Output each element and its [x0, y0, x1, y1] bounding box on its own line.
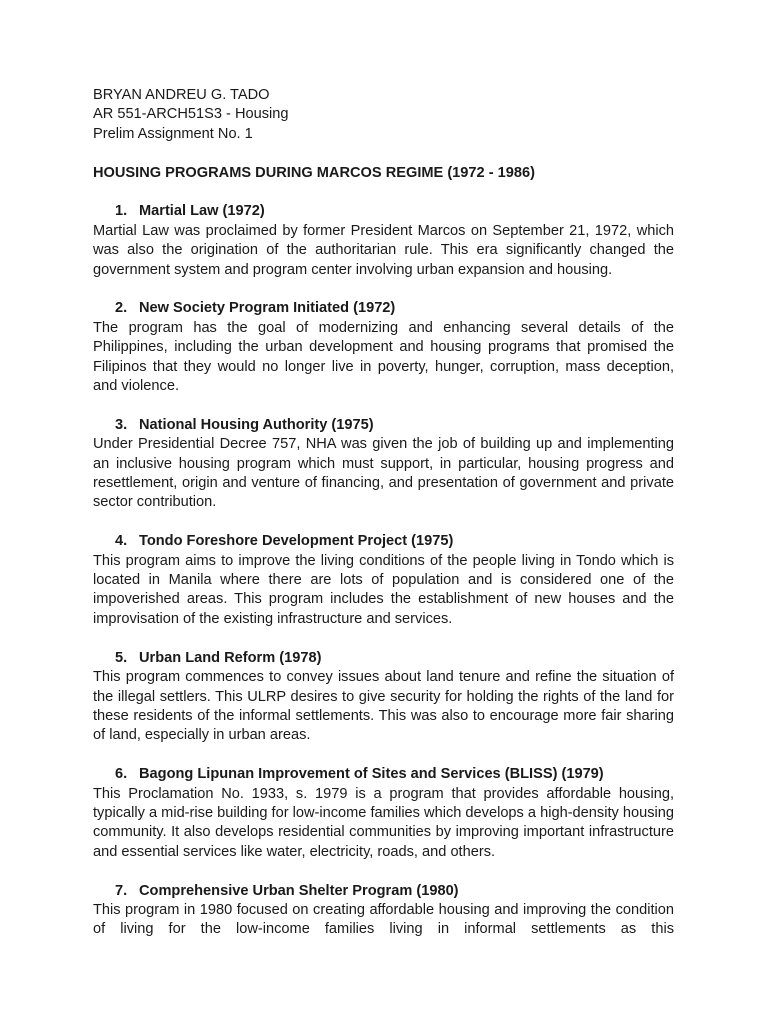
item-heading-text: Urban Land Reform (1978) — [139, 649, 322, 666]
list-item — [93, 649, 674, 746]
list-item — [93, 202, 674, 280]
item-heading — [93, 532, 674, 551]
item-number: 2. — [115, 300, 128, 317]
document-page — [93, 86, 674, 940]
item-heading — [93, 765, 674, 784]
list-item — [93, 299, 674, 396]
document-title: HOUSING PROGRAMS DURING MARCOS REGIME (1972 - 1986) — [93, 164, 535, 181]
item-body: Under Presidential Decree 757, NHA was given the job of building up and implementing an inclusive housing program which must support, in particular, housing progress and resettlement, origin and venture of financing, and presentation of government and private sector contribution. — [93, 436, 674, 511]
item-number: 7. — [115, 882, 128, 899]
item-number: 1. — [115, 203, 128, 220]
item-number: 5. — [115, 649, 128, 666]
item-heading — [93, 882, 674, 901]
list-item — [93, 532, 674, 629]
item-heading-text: Tondo Foreshore Development Project (1975) — [139, 533, 454, 550]
author-name: BRYAN ANDREU G. TADO — [93, 87, 270, 103]
item-body: Martial Law was proclaimed by former President Marcos on September 21, 1972, which was also the origination of the authoritarian rule. This era significantly changed the government system and program center involving urban expansion and housing. — [93, 222, 674, 278]
item-heading-text: National Housing Authority (1975) — [139, 416, 374, 433]
item-body: The program has the goal of modernizing and enhancing several details of the Philippines, including the urban development and housing programs that promised the Filipinos that they would no longer live in poverty, hunger, corruption, mass deception, and violence. — [93, 319, 674, 395]
item-body: This program aims to improve the living conditions of the people living in Tondo which is located in Manila where there are lots of population and is considered one of the impoverished areas. This program includes the establishment of new houses and the improvisation of the existing infrastructure and services. — [93, 552, 674, 627]
item-heading — [93, 416, 674, 435]
list-item — [93, 882, 674, 940]
list-item — [93, 416, 674, 513]
item-number: 3. — [115, 416, 128, 433]
item-heading-text: Martial Law (1972) — [139, 203, 265, 220]
assignment-label: Prelim Assignment No. 1 — [93, 125, 253, 142]
course-code: AR 551-ARCH51S3 - Housing — [93, 106, 289, 123]
item-heading-text: Bagong Lipunan Improvement of Sites and Services (BLISS) (1979) — [139, 766, 604, 783]
list-item — [93, 765, 674, 862]
item-number: 6. — [115, 766, 128, 783]
item-heading-text: Comprehensive Urban Shelter Program (1980) — [139, 882, 459, 899]
item-body: This Proclamation No. 1933, s. 1979 is a program that provides affordable housing, typically a mid-rise building for low-income families which develops a high-density housing community. It also develops residential communities by improving important infrastructure and essential services like water, electricity, roads, and others. — [93, 785, 674, 860]
item-heading — [93, 649, 674, 668]
item-body: This program commences to convey issues about land tenure and refine the situation of the illegal settlers. This ULRP desires to give security for holding the rights of the land for these residents of the informal settlements. This was also to encourage more fair sharing of land, especially in urban areas. — [93, 669, 674, 744]
item-heading — [93, 299, 674, 318]
item-number: 4. — [115, 533, 128, 550]
item-heading — [93, 202, 674, 221]
item-heading-text: New Society Program Initiated (1972) — [139, 300, 396, 317]
item-body: This program in 1980 focused on creating affordable housing and improving the condition of living for the low-income families living in informal settlements as this — [93, 901, 674, 938]
